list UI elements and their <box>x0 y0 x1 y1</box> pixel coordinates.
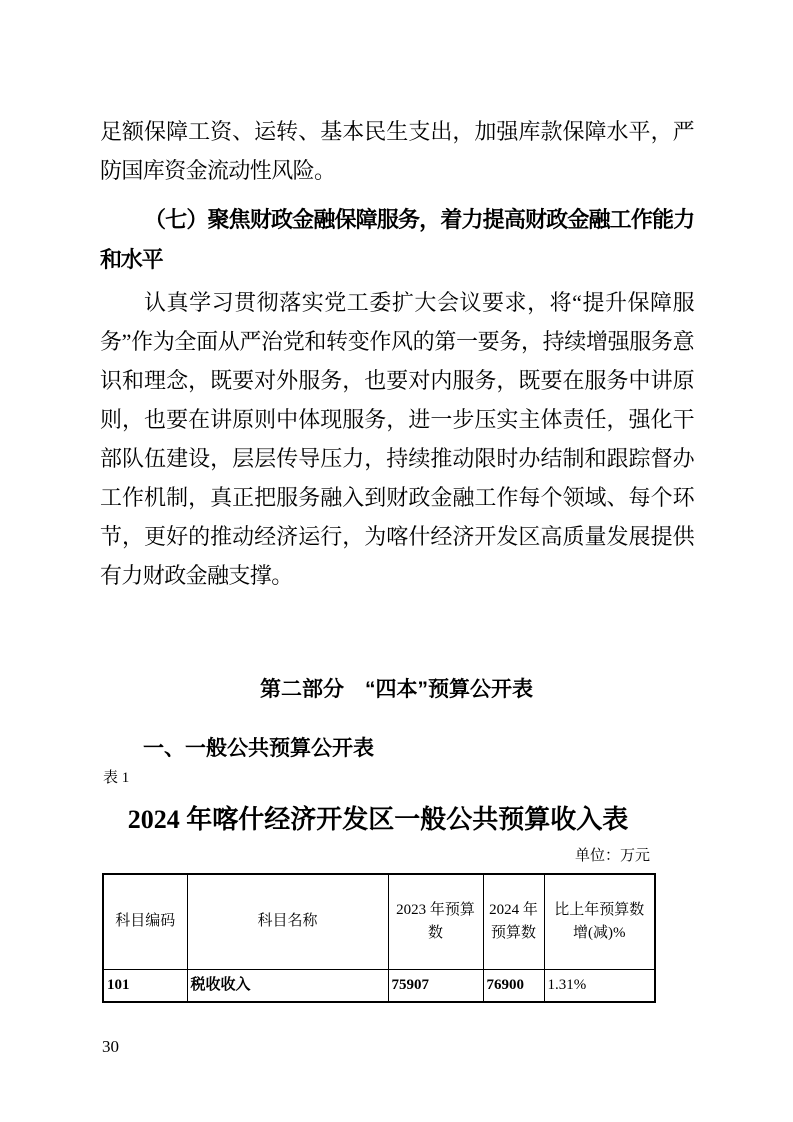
cell-subject-name: 税收收入 <box>187 969 388 1002</box>
cell-budget-2023: 75907 <box>388 969 483 1002</box>
body-text-block <box>100 112 694 595</box>
subsection-title: 一、一般公共预算公开表 <box>143 736 374 760</box>
cell-subject-code: 101 <box>103 969 187 1002</box>
paragraph-main: 认真学习贯彻落实党工委扩大会议要求，将“提升保障服务”作为全面从严治党和转变作风的第一要务，持续增强服务意识和理念，既要对外服务，也要对内服务，既要在服务中讲原则，也要在讲原则中体现服务，进一步压实主体责任，强化干部队伍建设，层层传导压力，持续推动限时办结制和跟踪督办工作机制，真正把服务融入到财政金融工作每个领域、每个环节，更好的推动经济运行，为喀什经济开发区高质量发展提供有力财政金融支撑。 <box>100 290 694 588</box>
table-row <box>103 969 655 1002</box>
unit-label: 单位：万元 <box>574 848 650 864</box>
table-label: 表 1 <box>103 770 130 786</box>
budget-table-title: 2024 年喀什经济开发区一般公共预算收入表 <box>127 805 629 834</box>
subsection-heading-7: （七）聚焦财政金融保障服务，着力提高财政金融工作能力和水平 <box>100 207 694 272</box>
column-header-subject-code: 科目编码 <box>103 874 187 969</box>
column-header-change-percent: 比上年预算数增(减)% <box>544 874 655 969</box>
column-header-budget-2023: 2023 年预算数 <box>388 874 483 969</box>
column-header-budget-2024: 2024 年预算数 <box>483 874 544 969</box>
paragraph-continuation: 足额保障工资、运转、基本民生支出，加强库款保障水平，严防国库资金流动性风险。 <box>100 119 694 183</box>
cell-change-percent: 1.31% <box>544 969 655 1002</box>
table-header-row <box>103 874 655 969</box>
cell-budget-2024: 76900 <box>483 969 544 1002</box>
budget-table <box>102 873 656 1003</box>
part-two-title: 第二部分 “四本”预算公开表 <box>260 678 533 701</box>
column-header-subject-name: 科目名称 <box>187 874 388 969</box>
page-number: 30 <box>102 1037 119 1056</box>
